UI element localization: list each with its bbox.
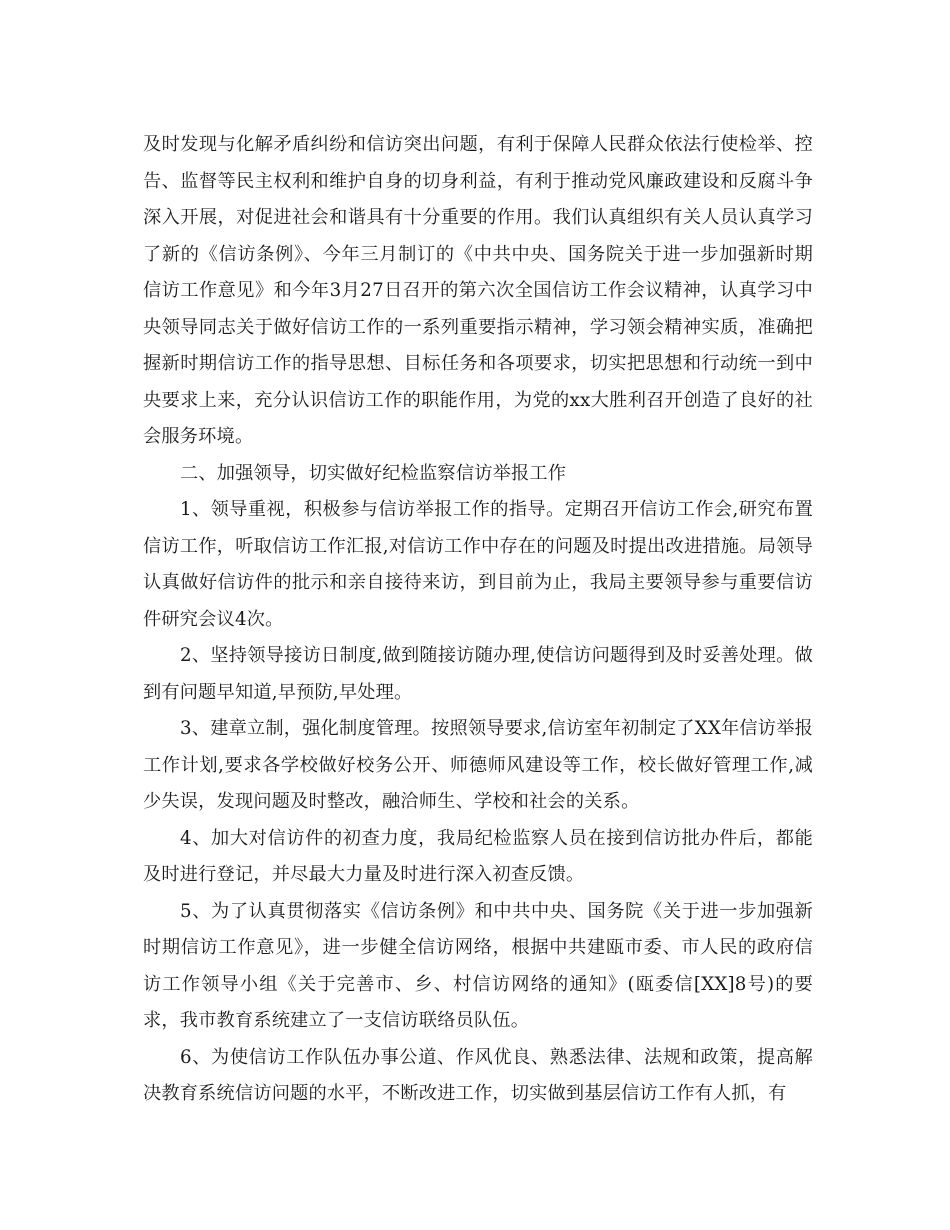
paragraph-item-5: 5、为了认真贯彻落实《信访条例》和中共中央、国务院《关于进一步加强新时期信访工作意见》，进一步健全信访网络，根据中共建瓯市委、市人民的政府信访工作领导小组《关于完善市、乡、村信访网络的通知》(瓯委信[XX]8号)的要求，我市教育系统建立了一支信访联络员队伍。 [143, 900, 813, 1031]
paragraph-item-4: 4、加大对信访件的初查力度，我局纪检监察人员在接到信访批办件后，都能及时进行登记，并尽最大力量及时进行深入初查反馈。 [143, 827, 813, 885]
paragraph-1: 及时发现与化解矛盾纠纷和信访突出问题，有利于保障人民群众依法行使检举、控告、监督等民主权利和维护自身的切身利益，有利于推动党风廉政建设和反腐斗争深入开展，对促进社会和谐具有十分重要的作用。我们认真组织有关人员认真学习了新的《信访条例》、今年三月制订的《中共中央、国务院关于进一步加强新时期信访工作意见》和今年3月27日召开的第六次全国信访工作会议精神，认真学习中央领导同志关于做好信访工作的一系列重要指示精神，学习领会精神实质，准确把握新时期信访工作的指导思想、目标任务和各项要求，切实把思想和行动统一到中央要求上来，充分认识信访工作的职能作用，为党的xx大胜利召开创造了良好的社会服务环境。 [143, 134, 813, 447]
section-heading: 二、加强领导，切实做好纪检监察信访举报工作 [180, 462, 567, 484]
paragraph-item-3: 3、建章立制，强化制度管理。按照领导要求,信访室年初制定了XX年信访举报工作计划,要求各学校做好校务公开、师德师风建设等工作，校长做好管理工作,减少失误，发现问题及时整改，融洽师生、学校和社会的关系。 [143, 718, 813, 812]
paragraph-item-2: 2、坚持领导接访日制度,做到随接访随办理,使信访问题得到及时妥善处理。做到有问题早知道,早预防,早处理。 [143, 645, 813, 703]
paragraph-item-1: 1、领导重视，积极参与信访举报工作的指导。定期召开信访工作会,研究布置信访工作，听取信访工作汇报,对信访工作中存在的问题及时提出改进措施。局领导认真做好信访件的批示和亲自接待来访，到目前为止，我局主要领导参与重要信访件研究会议4次。 [143, 499, 813, 630]
paragraph-item-6: 6、为使信访工作队伍办事公道、作风优良、熟悉法律、法规和政策，提高解决教育系统信访问题的水平，不断改进工作，切实做到基层信访工作有人抓，有 [143, 1046, 813, 1104]
document-body [143, 127, 813, 1113]
